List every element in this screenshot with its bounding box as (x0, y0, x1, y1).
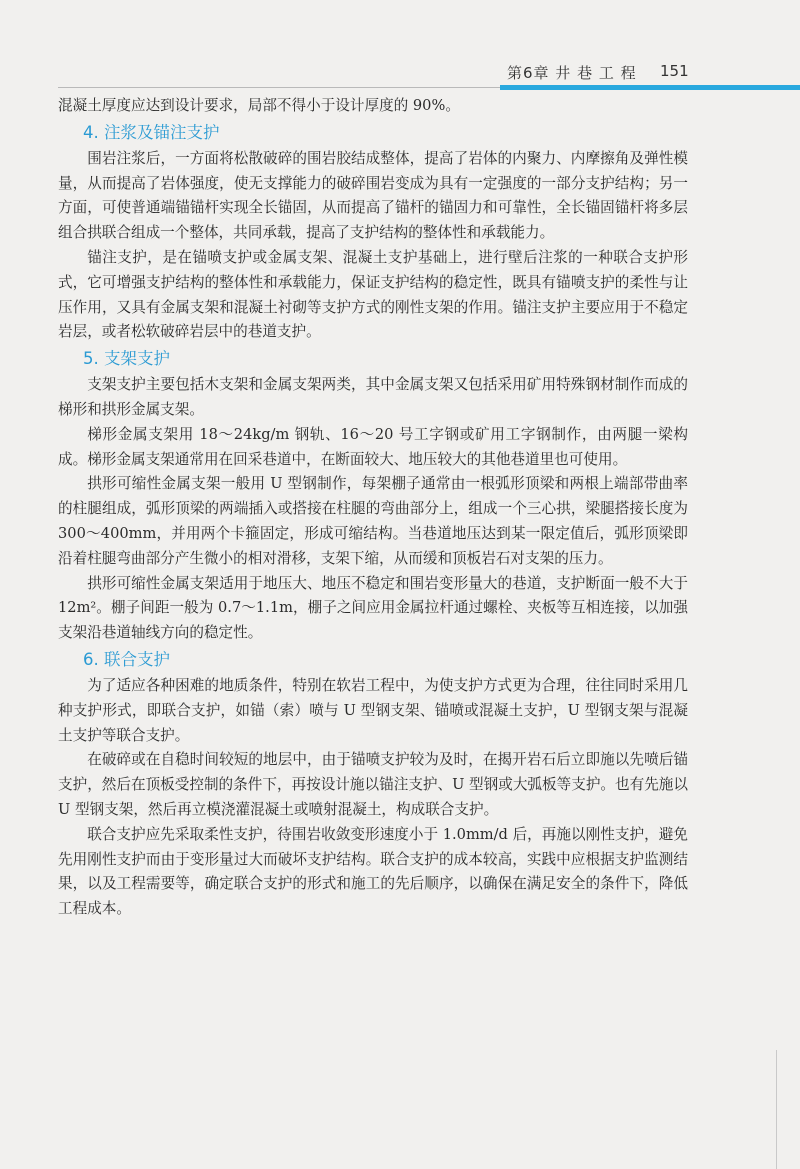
body-paragraph: 在破碎或在自稳时间较短的地层中，由于锚喷支护较为及时，在揭开岩石后立即施以先喷后锚支护，然后在顶板受控制的条件下，再按设计施以锚注支护、U 型钢或大弧板等支护。也有先施以 U 型钢支架，然后再立模浇灌混凝土或喷射混凝土，构成联合支护。 (58, 751, 688, 818)
body-paragraph: 混凝土厚度应达到设计要求，局部不得小于设计厚度的 90%。 (58, 97, 460, 114)
page-header (0, 54, 800, 88)
body-paragraph: 锚注支护，是在锚喷支护或金属支架、混凝土支护基础上，进行壁后注浆的一种联合支护形式，它可增强支护结构的整体性和承载能力，保证支护结构的稳定性，既具有锚喷支护的柔性与让压作用，又具有金属支架和混凝土衬砌等支护方式的刚性支架的作用。锚注支护主要应用于不稳定岩层，或者松软破碎岩层中的巷道支护。 (58, 248, 688, 341)
section-heading: 4. 注浆及锚注支护 (83, 122, 220, 142)
page-number: 151 (660, 62, 689, 80)
header-accent-bar (500, 85, 800, 90)
body-paragraph: 联合支护应先采取柔性支护，待围岩收敛变形速度小于 1.0mm/d 后，再施以刚性支护，避免先用刚性支护而由于变形量过大而破坏支护结构。联合支护的成本较高，实践中应根据支护监测结果，以及工程需要等，确定联合支护的形式和施工的先后顺序，以确保在满足安全的条件下，降低工程成本。 (58, 825, 688, 918)
section-heading: 6. 联合支护 (83, 649, 170, 669)
binding-margin-line (776, 1050, 777, 1169)
body-paragraph: 拱形可缩性金属支架适用于地压大、地压不稳定和围岩变形量大的巷道，支护断面一般不大于 12m²。棚子间距一般为 0.7～1.1m，棚子之间应用金属拉杆通过螺栓、夹板等互相连接，以加强支架沿巷道轴线方向的稳定性。 (58, 574, 688, 642)
section-heading: 5. 支架支护 (83, 349, 170, 369)
body-paragraph: 梯形金属支架用 18～24kg/m 钢轨、16～20 号工字钢或矿用工字钢制作，由两腿一梁构成。梯形金属支架通常用在回采巷道中，在断面较大、地压较大的其他巷道里也可使用。 (58, 425, 688, 468)
body-paragraph: 围岩注浆后，一方面将松散破碎的围岩胶结成整体，提高了岩体的内聚力、内摩擦角及弹性模量，从而提高了岩体强度，使无支撑能力的破碎围岩变成为具有一定强度的一部分支护结构；另一方面，可使普通端锚锚杆实现全长锚固，从而提高了锚杆的锚固力和可靠性，全长锚固锚杆将多层组合拱联合组成一个整体，共同承载，提高了支护结构的整体性和承载能力。 (58, 149, 688, 242)
chapter-title: 第6章 井 巷 工 程 (507, 64, 637, 82)
body-paragraph: 拱形可缩性金属支架一般用 U 型钢制作，每架棚子通常由一根弧形顶梁和两根上端部带曲率的柱腿组成，弧形顶梁的两端插入或搭接在柱腿的弯曲部分上，组成一个三心拱，梁腿搭接长度为 300～400mm，并用两个卡箍固定，形成可缩结构。当巷道地压达到某一限定值后，弧形顶梁即沿着柱腿弯曲部分产生微小的相对滑移，支架下缩，从而缓和顶板岩石对支架的压力。 (58, 475, 688, 567)
body-paragraph: 为了适应各种困难的地质条件，特别在软岩工程中，为使支护方式更为合理，往往同时采用几种支护形式，即联合支护，如锚（索）喷与 U 型钢支架、锚喷或混凝土支护，U 型钢支架与混凝土支护等联合支护。 (58, 676, 688, 744)
body-paragraph: 支架支护主要包括木支架和金属支架两类，其中金属支架又包括采用矿用特殊钢材制作而成的梯形和拱形金属支架。 (58, 376, 688, 418)
page-body (58, 94, 688, 922)
